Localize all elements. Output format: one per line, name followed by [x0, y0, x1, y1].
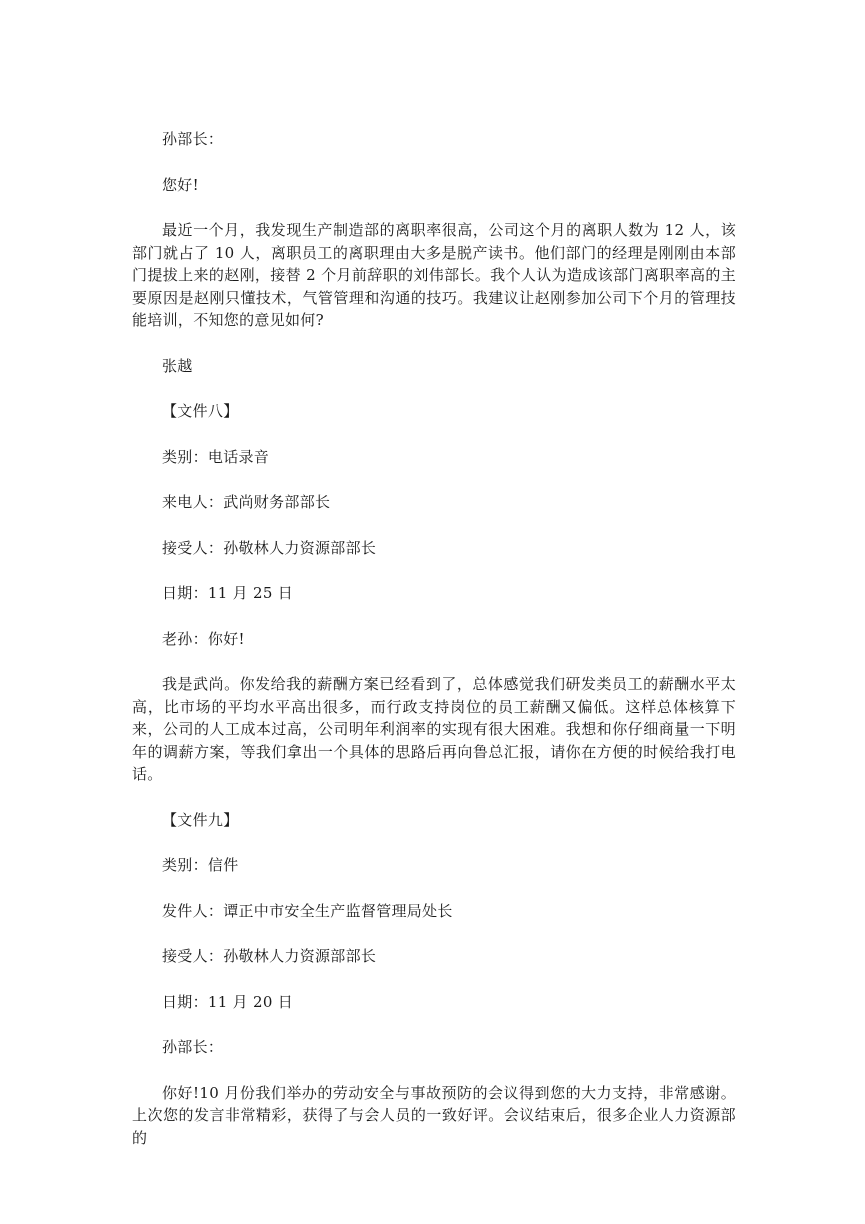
letter-signature: 张越	[162, 356, 193, 375]
file9-date: 日期：11 月 20 日	[162, 992, 294, 1011]
file9-sender: 发件人：谭正中市安全生产监督管理局处长	[162, 901, 453, 920]
file9-salutation: 孙部长：	[162, 1038, 224, 1056]
file8-date: 日期：11 月 25 日	[162, 584, 294, 602]
file9-category: 类别：信件	[162, 856, 239, 874]
file9-receiver: 接受人：孙敬林人力资源部部长	[162, 947, 377, 965]
letter-salutation: 孙部长：	[162, 130, 224, 148]
file9-heading: 【文件九】	[162, 810, 239, 829]
file8-caller: 来电人：武尚财务部部长	[162, 493, 331, 511]
file8-greeting: 老孙：你好!	[162, 629, 245, 648]
letter-greeting: 您好!	[162, 175, 199, 194]
document-content	[132, 128, 736, 1171]
file8-body: 我是武尚。你发给我的薪酬方案已经看到了，总体感觉我们研发类员工的薪酬水平太高，比市场的平均水平高出很多，而行政支持岗位的员工薪酬又偏低。这样总体核算下来，公司的人工成本过高，公司明年利润率的实现有很大困难。我想和你仔细商量一下明年的调薪方案，等我们拿出一个具体的思路后再向鲁总汇报，请你在方便的时候给我打电话。	[132, 675, 736, 783]
letter-body: 最近一个月，我发现生产制造部的离职率很高，公司这个月的离职人数为 12 人，该部门就占了 10 人，离职员工的离职理由大多是脱产读书。他们部门的经理是刚刚由本部门提拔上来的赵刚，接替 2 个月前辞职的刘伟部长。我个人认为造成该部门离职率高的主要原因是赵刚只懂技术，气管管理和沟通的技巧。我建议让赵刚参加公司下个月的管理技能培训，不知您的意见如何?	[132, 221, 736, 329]
file8-receiver: 接受人：孙敬林人力资源部部长	[162, 538, 377, 557]
file8-heading: 【文件八】	[162, 402, 239, 420]
file8-category: 类别：电话录音	[162, 447, 270, 466]
file9-body: 你好!10 月份我们举办的劳动安全与事故预防的会议得到您的大力支持，非常感谢。上次您的发言非常精彩，获得了与会人员的一致好评。会议结束后，很多企业人力资源部的	[132, 1083, 736, 1147]
